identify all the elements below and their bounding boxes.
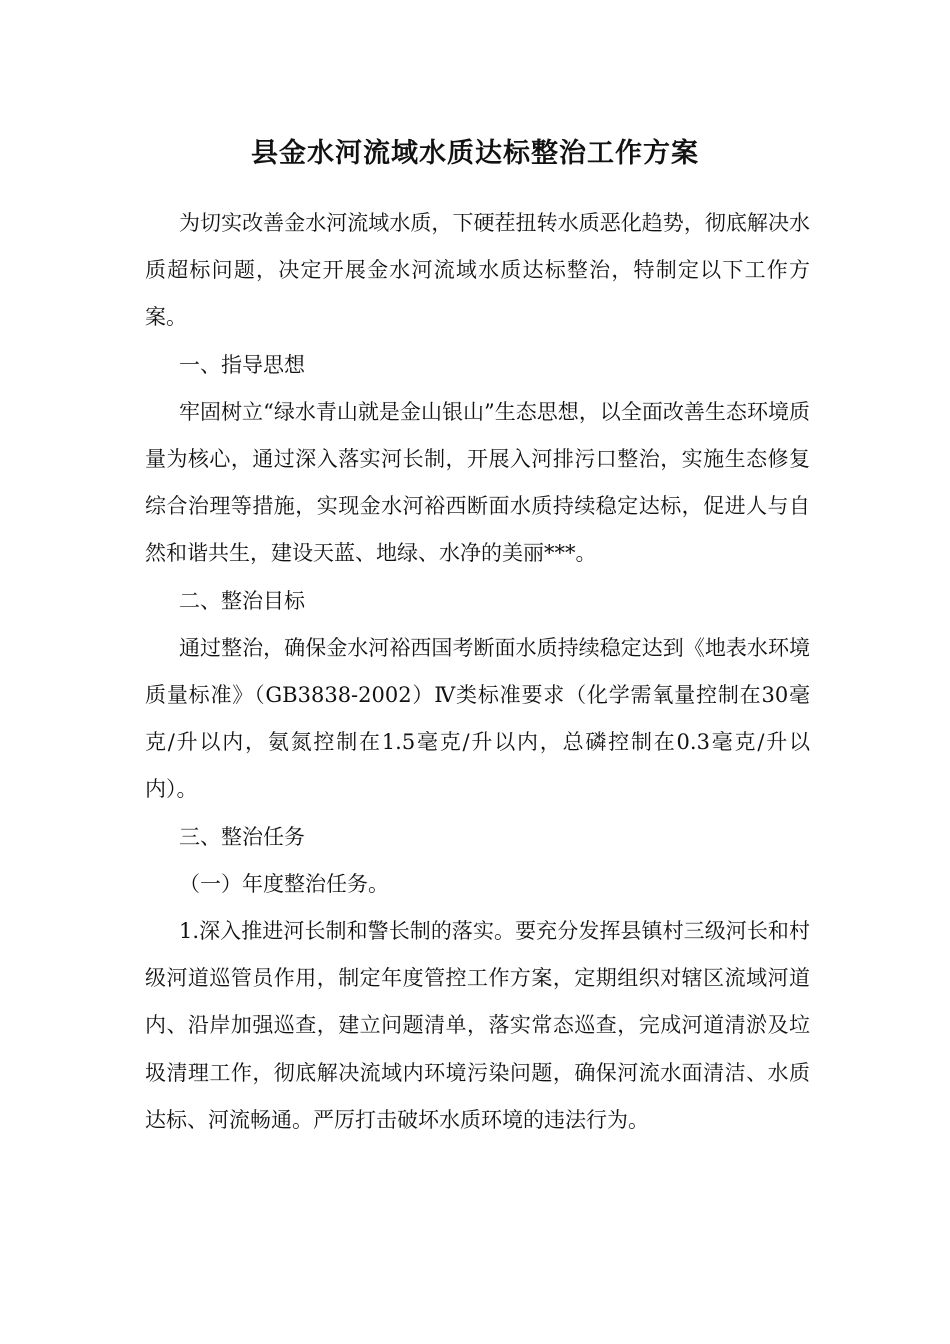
document-body [145, 200, 810, 1144]
guiding-principle-paragraph: 牢固树立“绿水青山就是金山银山”生态思想，以全面改善生态环境质量为核心，通过深入落实河长制，开展入河排污口整治，实施生态修复综合治理等措施，实现金水河裕西断面水质持续稳定达标，促进人与自然和谐共生，建设天蓝、地绿、水净的美丽***。 [145, 399, 810, 566]
subsection-heading-annual-tasks: （一）年度整治任务。 [179, 871, 389, 896]
section-heading-tasks: 三、整治任务 [179, 824, 305, 849]
task-item-1-paragraph: 1.深入推进河长制和警长制的落实。要充分发挥县镇村三级河长和村级河道巡管员作用，制定年度管控工作方案，定期组织对辖区流域河道内、沿岸加强巡查，建立问题清单，落实常态巡查，完成河道清淤及垃圾清理工作，彻底解决流域内环境污染问题，确保河流水面清洁、水质达标、河流畅通。严厉打击破坏水质环境的违法行为。 [145, 919, 810, 1132]
document-title: 县金水河流域水质达标整治工作方案 [251, 138, 699, 169]
intro-paragraph: 为切实改善金水河流域水质，下硬茬扭转水质恶化趋势，彻底解决水质超标问题，决定开展金水河流域水质达标整治，特制定以下工作方案。 [145, 211, 810, 330]
section-heading-goals: 二、整治目标 [179, 588, 305, 613]
section-heading-guiding-principle: 一、指导思想 [179, 352, 305, 377]
goals-paragraph: 通过整治，确保金水河裕西国考断面水质持续稳定达到《地表水环境质量标准》（GB3838-2002）Ⅳ类标准要求（化学需氧量控制在30毫克/升以内，氨氮控制在1.5毫克/升以内，总磷控制在0.3毫克/升以内）。 [145, 635, 810, 802]
